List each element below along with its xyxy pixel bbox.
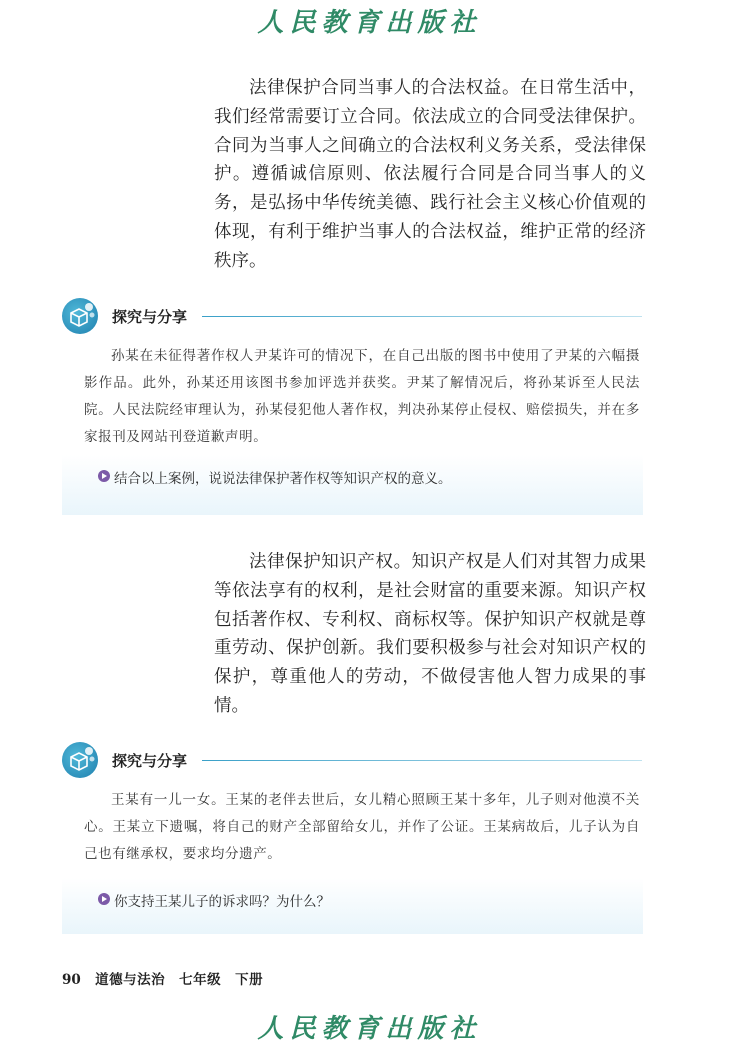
explore-share-title: 探究与分享 — [112, 752, 188, 770]
explore-share-header-2 — [62, 742, 642, 778]
paragraph-contract-protection: 法律保护合同当事人的合法权益。在日常生活中，我们经常需要订立合同。依法成立的合同受法律保护。合同为当事人之间确立的合法权利义务关系，受法律保护。遵循诚信原则、依法履行合同是合同当事人的义务，是弘扬中华传统美德、践行社会主义核心价值观的体现，有利于维护当事人的合法权益，维护正常的经济秩序。 — [214, 78, 646, 271]
question-text: 你支持王某儿子的诉求吗？为什么？ — [114, 894, 330, 910]
cube-explore-icon — [62, 298, 98, 334]
question-box-1 — [62, 455, 643, 515]
page-footer — [62, 968, 263, 988]
explore-share-title: 探究与分享 — [112, 308, 188, 326]
question-text: 结合以上案例，说说法律保护著作权等知识产权的意义。 — [114, 471, 452, 487]
explore-share-header-1 — [62, 298, 642, 334]
case-inheritance: 王某有一儿一女。王某的老伴去世后，女儿精心照顾王某十多年，儿子则对他漠不关心。王某立下遗嘱，将自己的财产全部留给女儿，并作了公证。王某病故后，儿子认为自己也有继承权，要求均分遗产。 — [84, 792, 640, 862]
play-bullet-icon — [98, 893, 110, 905]
play-bullet-icon — [98, 470, 110, 482]
cube-explore-icon — [62, 742, 98, 778]
case-copyright: 孙某在未征得著作权人尹某许可的情况下，在自己出版的图书中使用了尹某的六幅摄影作品。此外，孙某还用该图书参加评选并获奖。尹某了解情况后，将孙某诉至人民法院。人民法院经审理认为，孙某侵犯他人著作权，判决孙某停止侵权、赔偿损失，并在多家报刊及网站刊登道歉声明。 — [84, 348, 640, 445]
publisher-logo-top: 人民教育出版社 — [257, 8, 482, 38]
question-box-2 — [62, 878, 643, 934]
header-divider — [202, 760, 642, 761]
page-number: 90 — [62, 972, 81, 988]
book-title: 道德与法治 七年级 下册 — [95, 972, 264, 988]
publisher-logo-bottom: 人民教育出版社 — [257, 1014, 482, 1044]
paragraph-intellectual-property: 法律保护知识产权。知识产权是人们对其智力成果等依法享有的权利，是社会财富的重要来源。知识产权包括著作权、专利权、商标权等。保护知识产权就是尊重劳动、保护创新。我们要积极参与社会对知识产权的保护，尊重他人的劳动，不做侵害他人智力成果的事情。 — [214, 552, 646, 716]
header-divider — [202, 316, 642, 317]
